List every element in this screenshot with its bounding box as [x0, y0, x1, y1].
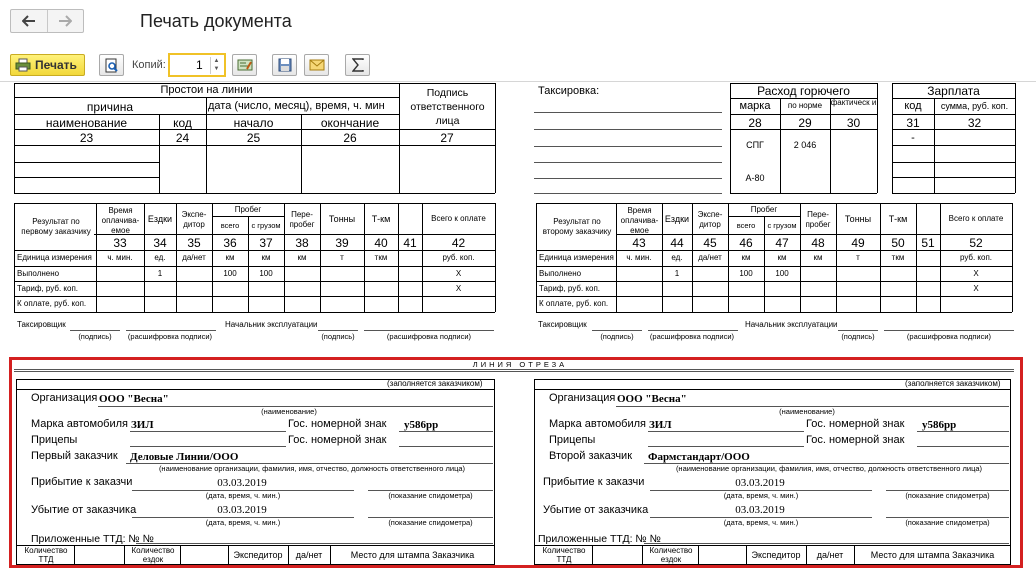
unit-time: ч. мин. — [626, 253, 652, 262]
unit-total: км — [741, 253, 751, 262]
col-25: 25 — [246, 131, 261, 145]
qty-ttd-label: Количество ТТД — [24, 546, 68, 564]
window-title: Печать документа — [140, 11, 292, 31]
copies-value: 1 — [196, 58, 203, 72]
taxation-line — [534, 112, 722, 113]
sign-hint: (подпись) — [600, 332, 634, 341]
col-47: 47 — [775, 236, 789, 250]
taxation-label: Таксировка: — [538, 85, 600, 97]
result-left-unit: Единица измерения — [17, 253, 92, 262]
name-hint: (наименование) — [779, 407, 835, 416]
coupon-filled-hint: (заполняется заказчиком) — [905, 379, 1001, 388]
customer-label: Второй заказчик — [549, 450, 633, 462]
departure-value: 03.03.2019 — [735, 504, 785, 516]
result-right-transport: Пере-пробег — [805, 210, 831, 229]
result-right-tariff: Тариф, руб. коп. — [539, 284, 600, 293]
floppy-icon — [278, 58, 292, 72]
unit-total: км — [225, 253, 235, 262]
print-button[interactable] — [10, 54, 85, 76]
arrival-value: 03.03.2019 — [735, 477, 785, 489]
stamp-label: Место для штампа Заказчика — [870, 550, 995, 560]
printer-icon — [15, 58, 31, 72]
unit-trips: ед. — [671, 253, 683, 262]
qty-ttd-label: Количество ТТД — [542, 546, 586, 564]
salary-sum: сумма, руб. коп. — [940, 101, 1009, 111]
salary-table — [892, 82, 1022, 196]
result-left-title: Результат по первому заказчику — [21, 217, 91, 236]
downtime-start-header: начало — [233, 116, 274, 130]
back-button[interactable] — [11, 10, 47, 32]
col-38: 38 — [295, 236, 309, 250]
result-right-total-pay: Всего к оплате — [948, 214, 1004, 223]
car-label: Марка автомобиля — [31, 418, 129, 430]
col-30: 30 — [846, 116, 861, 130]
result-right-trips: Ездки — [664, 214, 690, 224]
customer-hint: (наименование организации, фамилия, имя, отчество, должность ответственного лица) — [675, 464, 983, 473]
col-50: 50 — [891, 236, 905, 250]
odometer-hint: (показание спидометра) — [388, 491, 473, 500]
arrival-label: Прибытие к заказчи — [31, 477, 133, 488]
copies-label: Копий: — [132, 59, 166, 71]
print-button-label: Печать — [35, 58, 77, 72]
downtime-title: Простои на линии — [160, 84, 253, 96]
ttn-label: Приложенные ТТД: № № — [31, 533, 154, 545]
envelope-icon — [309, 59, 325, 71]
ttn-label: Приложенные ТТД: № № — [538, 533, 661, 545]
result-left-mileage: Пробег — [234, 205, 262, 214]
navigation-buttons — [10, 9, 84, 33]
trailer-plate-label: Гос. номерной знак — [806, 434, 905, 446]
org-value: ООО "Весна" — [99, 393, 169, 405]
result-left-transport: Пере-пробег — [289, 210, 315, 229]
arrow-right-icon — [58, 15, 72, 27]
result-right-forwarder: Экспе-дитор — [697, 210, 723, 229]
fuel-row1: СПГ — [746, 140, 764, 150]
datetime-hint: (дата, время, ч. мин.) — [205, 491, 281, 500]
plate-value: у586рр — [404, 419, 439, 431]
col-49: 49 — [851, 236, 865, 250]
sign-hint: (подпись) — [321, 332, 355, 341]
name-hint: (наименование) — [261, 407, 317, 416]
sign-hint: (подпись) — [841, 332, 875, 341]
done-trips: 1 — [157, 269, 163, 278]
plate-label: Гос. номерной знак — [806, 418, 905, 430]
fuel-row1-norm: 2 046 — [793, 140, 817, 150]
arrow-left-icon — [22, 15, 36, 27]
result-left-trips: Ездки — [147, 214, 173, 224]
salary-code: код — [904, 100, 922, 112]
col-48: 48 — [811, 236, 825, 250]
decode-hint: (расшифровка подписи) — [127, 332, 213, 341]
customer-value: Фармстандарт/ООО — [648, 451, 750, 463]
result-left-tons: Тонны — [328, 214, 356, 224]
odometer-hint: (показание спидометра) — [388, 518, 473, 527]
col-35: 35 — [187, 236, 201, 250]
col-51: 51 — [921, 236, 935, 250]
save-button[interactable] — [272, 54, 297, 76]
unit-loaded: км — [777, 253, 787, 262]
done-total: 100 — [223, 269, 237, 278]
unit-forwarder: да/нет — [182, 253, 206, 262]
col-42: 42 — [451, 236, 466, 250]
result-right-mileage-loaded: с грузом — [767, 221, 797, 230]
fuel-actual: фактическ и — [830, 99, 877, 107]
departure-value: 03.03.2019 — [217, 504, 267, 516]
coupon-filled-hint: (заполняется заказчиком) — [387, 379, 483, 388]
salary-title: Зарплата — [927, 84, 980, 98]
salary-dash: - — [911, 132, 915, 144]
car-label: Марка автомобиля — [549, 418, 647, 430]
col-31: 31 — [906, 116, 920, 130]
result-left-topay: К оплате, руб. коп. — [17, 299, 87, 308]
result-right-unit: Единица измерения — [539, 253, 614, 262]
unit-forwarder: да/нет — [698, 253, 722, 262]
col-43: 43 — [632, 236, 646, 250]
downtime-signature-header: Подпись ответственного лица — [410, 87, 485, 127]
done-loaded: 100 — [259, 269, 273, 278]
trailers-label: Прицепы — [549, 434, 596, 446]
result-left-done: Выполнено — [17, 269, 60, 278]
customer-value: Деловые Линии/ООО — [130, 451, 239, 463]
unit-time: ч. мин. — [107, 253, 133, 262]
result-left-mileage-total: всего — [220, 221, 240, 230]
unit-rub: руб. коп. — [959, 253, 993, 262]
qty-trips-label: Количество ездок — [649, 546, 693, 564]
col-46: 46 — [739, 236, 753, 250]
downtime-code-header: код — [173, 116, 192, 130]
trailers-label: Прицепы — [31, 434, 78, 446]
col-23: 23 — [79, 131, 94, 145]
unit-transport: км — [297, 253, 307, 262]
done-total: 100 — [739, 269, 753, 278]
copies-spinner[interactable]: ▲ ▼ — [210, 57, 222, 74]
col-27: 27 — [440, 131, 454, 145]
forwarder-label: Экспедитор — [233, 550, 283, 560]
decode-hint: (расшифровка подписи) — [386, 332, 472, 341]
car-value: ЗИЛ — [649, 419, 672, 431]
page-settings-icon — [237, 58, 253, 72]
result-table-left — [14, 203, 498, 315]
unit-tkm: ткм — [374, 253, 388, 262]
trailer-plate-label: Гос. номерной знак — [288, 434, 387, 446]
datetime-hint: (дата, время, ч. мин.) — [723, 491, 799, 500]
yesno-label: да/нет — [295, 550, 323, 560]
fuel-table — [730, 82, 880, 196]
col-41: 41 — [403, 236, 417, 250]
done-trips: 1 — [674, 269, 680, 278]
page-settings-button[interactable] — [232, 54, 257, 76]
done-x: X — [455, 269, 462, 278]
taxer-label-left: Таксировщик — [17, 320, 66, 329]
customer-label: Первый заказчик — [31, 450, 118, 462]
unit-transport: км — [813, 253, 823, 262]
preview-icon — [104, 58, 119, 73]
unit-rub: руб. коп. — [442, 253, 475, 262]
arrival-label: Прибытие к заказчи — [543, 477, 645, 488]
result-left-tariff: Тариф, руб. коп. — [17, 284, 78, 293]
forwarder-label: Экспедитор — [751, 550, 801, 560]
send-mail-button[interactable] — [304, 54, 329, 76]
stamp-label: Место для штампа Заказчика — [350, 550, 475, 560]
fuel-brand: марка — [739, 100, 771, 112]
col-26: 26 — [343, 131, 357, 145]
col-39: 39 — [335, 236, 349, 250]
tariff-x: X — [973, 284, 979, 293]
col-40: 40 — [374, 236, 388, 250]
sigma-icon — [352, 58, 364, 72]
result-left-forwarder: Экспе-дитор — [181, 210, 207, 229]
col-36: 36 — [223, 236, 237, 250]
fuel-row2: А-80 — [745, 173, 765, 183]
col-45: 45 — [703, 236, 717, 250]
col-52: 52 — [969, 236, 983, 250]
unit-tons: т — [340, 253, 344, 262]
col-28: 28 — [748, 116, 762, 130]
col-37: 37 — [259, 236, 273, 250]
result-left-mileage-loaded: с грузом — [251, 221, 281, 230]
downtime-datetime: дата (число, месяц), время, ч. мин — [208, 101, 385, 112]
result-left-tkm: Т-км — [371, 214, 391, 224]
downtime-name-header: наименование — [45, 116, 128, 130]
decode-hint: (расшифровка подписи) — [649, 332, 735, 341]
odometer-hint: (показание спидометра) — [905, 518, 990, 527]
chief-label-right: Начальник эксплуатации — [745, 320, 838, 329]
car-value: ЗИЛ — [131, 419, 154, 431]
decode-hint: (расшифровка подписи) — [906, 332, 992, 341]
col-29: 29 — [798, 116, 812, 130]
result-table-right — [536, 203, 1020, 315]
datetime-hint: (дата, время, ч. мин.) — [723, 518, 799, 527]
yesno-label: да/нет — [816, 550, 844, 560]
result-left-time: Время оплачива-емое — [101, 206, 140, 235]
odometer-hint: (показание спидометра) — [905, 491, 990, 500]
unit-trips: ед. — [154, 253, 166, 262]
unit-tons: т — [856, 253, 860, 262]
sum-button[interactable] — [345, 54, 370, 76]
unit-tkm: ткм — [891, 253, 905, 262]
plate-value: у586рр — [922, 419, 957, 431]
coupon-left — [14, 375, 498, 565]
fuel-title: Расход горючего — [757, 84, 850, 98]
result-right-topay: К оплате, руб. коп. — [539, 299, 609, 308]
result-right-tons: Тонны — [844, 214, 872, 224]
cutline-label: ЛИНИЯ ОТРЕЗА — [430, 361, 610, 369]
sign-hint: (подпись) — [78, 332, 112, 341]
arrival-value: 03.03.2019 — [217, 477, 267, 489]
result-right-mileage-total: всего — [736, 221, 756, 230]
datetime-hint: (дата, время, ч. мин.) — [205, 518, 281, 527]
col-44: 44 — [670, 236, 684, 250]
result-right-time: Время оплачива-емое — [620, 206, 659, 235]
coupon-right — [532, 375, 1016, 565]
qty-trips-label: Количество ездок — [131, 546, 175, 564]
departure-label: Убытие от заказчика — [31, 504, 137, 516]
done-loaded: 100 — [775, 269, 789, 278]
result-right-title: Результат по второму заказчику — [542, 217, 612, 236]
org-label: Организация — [549, 392, 616, 404]
tariff-x: X — [455, 284, 462, 293]
result-right-tkm: Т-км — [888, 214, 908, 224]
col-24: 24 — [175, 131, 190, 145]
chief-label-left: Начальник эксплуатации — [225, 320, 318, 329]
copies-input[interactable] — [168, 53, 226, 77]
departure-label: Убытие от заказчика — [543, 504, 649, 516]
downtime-end-header: окончание — [320, 116, 380, 130]
taxer-label-right: Таксировщик — [538, 320, 587, 329]
org-value: ООО "Весна" — [617, 393, 687, 405]
forward-button[interactable] — [47, 10, 84, 32]
preview-button[interactable] — [99, 54, 124, 76]
result-right-done: Выполнено — [539, 269, 582, 278]
plate-label: Гос. номерной знак — [288, 418, 387, 430]
col-33: 33 — [113, 236, 127, 250]
col-34: 34 — [153, 236, 167, 250]
fuel-norm: по норме — [787, 101, 823, 110]
done-x: X — [973, 269, 979, 278]
downtime-table — [14, 82, 504, 200]
downtime-reason: причина — [86, 100, 134, 114]
customer-hint: (наименование организации, фамилия, имя, отчество, должность ответственного лица) — [158, 464, 466, 473]
result-left-total-pay: Всего к оплате — [431, 214, 486, 223]
unit-loaded: км — [261, 253, 271, 262]
result-right-mileage: Пробег — [750, 205, 778, 214]
col-32: 32 — [967, 116, 982, 130]
org-label: Организация — [31, 392, 98, 404]
